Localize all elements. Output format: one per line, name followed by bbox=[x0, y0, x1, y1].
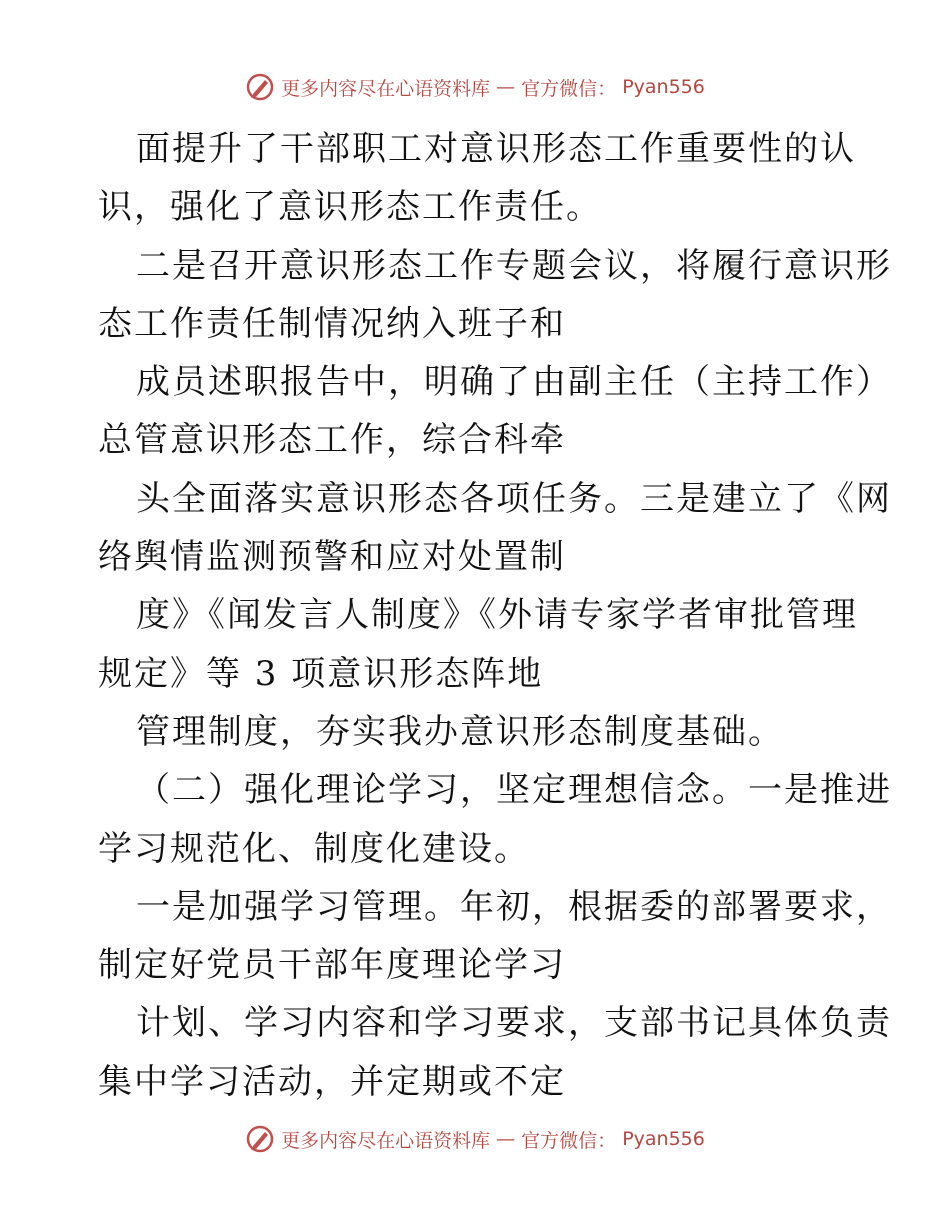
body-line: （二）强化理论学习，坚定理想信念。一是推进 bbox=[136, 770, 892, 811]
body-line: 计划、学习内容和学习要求，支部书记具体负责 bbox=[136, 1003, 892, 1044]
body-line: 集中学习活动，并定期或不定 bbox=[98, 1061, 566, 1102]
body-line: 面提升了干部职工对意识形态工作重要性的认 bbox=[136, 129, 856, 169]
pen-logo-icon bbox=[245, 1124, 275, 1154]
watermark-text: 更多内容尽在心语资料库 bbox=[281, 1129, 491, 1152]
body-line: 二是召开意识形态工作专题会议，将履行意识形 bbox=[136, 245, 892, 286]
header-watermark bbox=[0, 72, 950, 102]
watermark-official-label: 官方微信： bbox=[521, 1129, 617, 1152]
pen-logo-icon bbox=[245, 72, 275, 102]
document-body bbox=[98, 120, 892, 1111]
watermark-official-label: 官方微信： bbox=[521, 77, 617, 100]
body-line: 规定》等 3 项意识形态阵地 bbox=[98, 653, 544, 694]
body-line: 络舆情监测预警和应对处置制 bbox=[98, 537, 566, 578]
body-line: 度》《闻发言人制度》《外请专家学者审批管理 bbox=[136, 595, 858, 636]
watermark-wechat-id: Pyan556 bbox=[622, 1128, 705, 1150]
body-line: 成员述职报告中，明确了由副主任（主持工作） bbox=[136, 362, 892, 403]
watermark-separator: — bbox=[496, 1128, 516, 1150]
footer-watermark bbox=[0, 1124, 950, 1154]
body-line: 识，强化了意识形态工作责任。 bbox=[98, 187, 602, 228]
watermark-separator: — bbox=[496, 76, 516, 98]
watermark-wechat-id: Pyan556 bbox=[622, 76, 705, 98]
watermark-text: 更多内容尽在心语资料库 bbox=[281, 77, 491, 100]
body-line: 态工作责任制情况纳入班子和 bbox=[98, 303, 566, 344]
body-line: 总管意识形态工作，综合科牵 bbox=[98, 420, 566, 461]
body-line: 学习规范化、制度化建设。 bbox=[98, 828, 530, 869]
body-line: 管理制度，夯实我办意识形态制度基础。 bbox=[136, 711, 784, 752]
body-line: 制定好党员干部年度理论学习 bbox=[98, 945, 566, 986]
body-line: 头全面落实意识形态各项任务。三是建立了《网 bbox=[136, 478, 892, 519]
body-line: 一是加强学习管理。年初，根据委的部署要求， bbox=[136, 886, 892, 927]
